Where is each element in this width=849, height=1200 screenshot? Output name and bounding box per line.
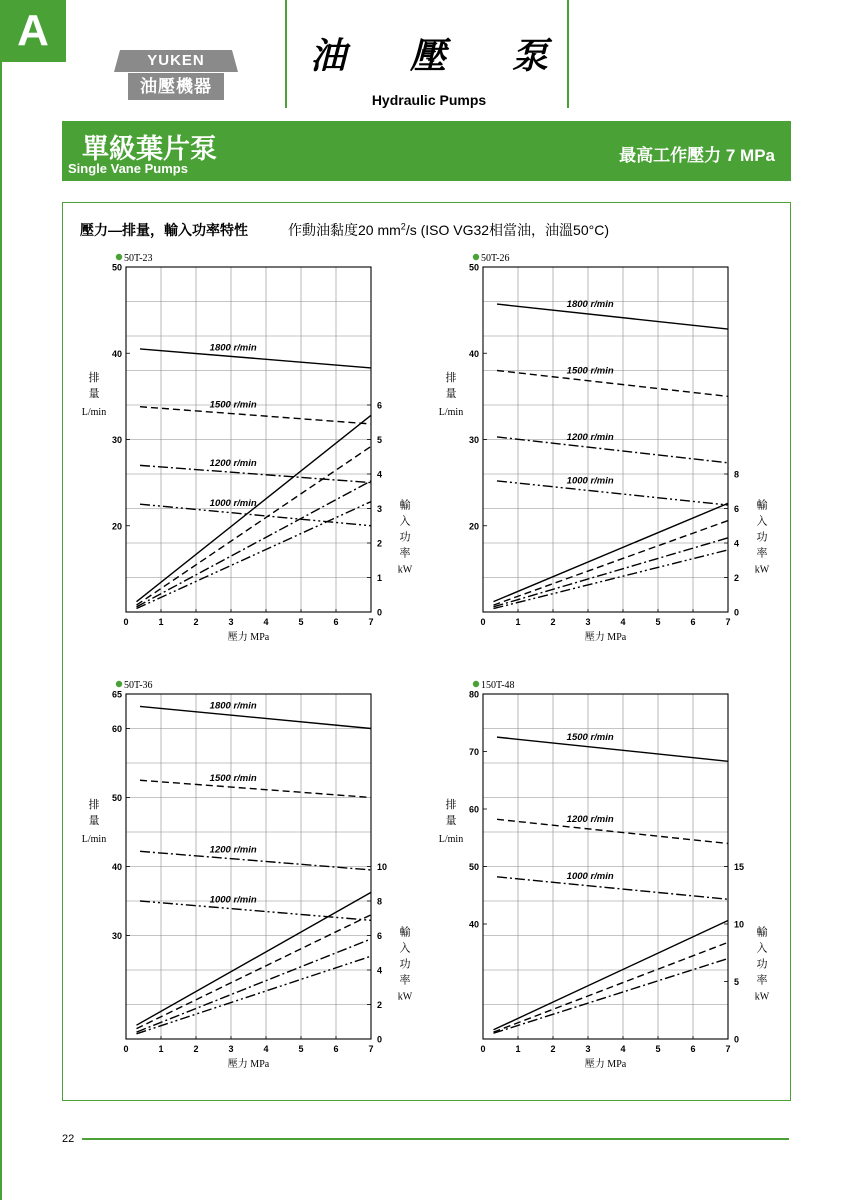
y2-axis-label-char: 率: [399, 547, 411, 560]
caption-title: 壓力—排量，輸入功率特性: [80, 222, 248, 238]
chart-50t-26: [427, 248, 777, 658]
page-title: [290, 28, 568, 78]
section-tab: A: [0, 0, 66, 62]
y2-tick-label: 5: [734, 977, 740, 987]
series-label: 1200 r/min: [566, 814, 614, 826]
y-tick-label: 40: [468, 348, 479, 359]
x-tick-label: 4: [620, 617, 626, 627]
y2-tick-label: 4: [377, 965, 383, 976]
chart-svg: [427, 248, 777, 658]
x-tick-label: 5: [655, 617, 661, 627]
x-tick-label: 4: [263, 617, 269, 627]
y-axis-unit: L/min: [438, 833, 464, 845]
y-axis-label-char: 量: [88, 814, 100, 827]
y2-axis-label-char: 率: [756, 547, 768, 560]
x-axis-label: 壓力 MPa: [227, 1059, 270, 1070]
y-axis-unit: L/min: [81, 406, 107, 418]
y-axis-label-char: 量: [88, 387, 100, 400]
y2-tick-label: 0: [734, 607, 740, 618]
x-tick-label: 6: [690, 1044, 696, 1054]
chart-title-bullet: [473, 681, 479, 687]
series-label: 1200 r/min: [209, 844, 257, 856]
y2-axis-label-char: 入: [756, 942, 768, 955]
x-tick-label: 2: [193, 617, 199, 627]
series-label: 1000 r/min: [209, 894, 257, 906]
y-axis-label-char: 排: [88, 371, 100, 384]
x-tick-label: 4: [263, 1044, 269, 1054]
y2-tick-label: 1: [377, 573, 383, 583]
y2-axis-unit: kW: [397, 991, 413, 1003]
series-label: 1500 r/min: [566, 731, 614, 743]
chart-title: 50T-23: [124, 253, 153, 264]
y-tick-label: 50: [468, 862, 479, 872]
page-number: 22: [62, 1133, 75, 1145]
y2-axis-unit: kW: [754, 991, 770, 1003]
y2-tick-label: 10: [377, 862, 388, 872]
y-axis-label-char: 排: [88, 798, 100, 811]
y-tick-label: 40: [468, 919, 479, 930]
y2-tick-label: 4: [377, 469, 383, 480]
y2-tick-label: 0: [377, 1034, 383, 1045]
y-axis-label-char: 排: [445, 371, 457, 384]
banner-title: 單級葉片泵: [82, 134, 217, 164]
series-label: 1200 r/min: [209, 458, 257, 470]
x-tick-label: 2: [550, 617, 556, 627]
x-tick-label: 5: [298, 1044, 304, 1054]
y2-tick-label: 8: [734, 469, 740, 480]
y-tick-label: 30: [111, 931, 122, 941]
y-tick-label: 80: [468, 689, 479, 700]
y2-axis-label-char: 輸: [399, 926, 411, 939]
x-tick-label: 0: [480, 1044, 486, 1054]
x-tick-label: 5: [298, 617, 304, 627]
series-label: 1000 r/min: [566, 871, 614, 883]
y2-axis-label-char: 入: [756, 515, 768, 528]
y2-axis-label-char: 率: [756, 974, 768, 987]
caption-conditions-prefix: 作動油黏度20 mm: [288, 222, 401, 238]
y-tick-label: 70: [468, 747, 479, 757]
x-tick-label: 0: [123, 617, 129, 627]
page-title-char: 壓: [410, 35, 447, 76]
x-tick-label: 6: [690, 617, 696, 627]
series-label: 1500 r/min: [209, 399, 257, 411]
y2-axis-label-char: 輸: [756, 499, 768, 512]
chart-title: 50T-36: [124, 680, 153, 691]
series-label: 1000 r/min: [566, 475, 614, 487]
series-label: 1800 r/min: [209, 342, 257, 354]
x-tick-label: 5: [655, 1044, 661, 1054]
x-tick-label: 6: [333, 617, 339, 627]
series-label: 1500 r/min: [209, 773, 257, 785]
y2-axis-label-char: 功: [399, 531, 411, 544]
x-tick-label: 7: [725, 1044, 731, 1054]
y-axis-label-char: 量: [445, 814, 457, 827]
y2-tick-label: 6: [377, 931, 383, 941]
chart-title: 50T-26: [481, 253, 510, 264]
chart-title-bullet: [116, 681, 122, 687]
series-label: 1500 r/min: [566, 365, 614, 377]
y-tick-label: 30: [111, 435, 122, 445]
y-axis-unit: L/min: [81, 833, 107, 845]
header-divider-left: [285, 0, 287, 108]
yuken-logo: [114, 50, 238, 102]
x-tick-label: 7: [368, 1044, 374, 1054]
x-tick-label: 0: [123, 1044, 129, 1054]
y-tick-label: 40: [111, 862, 122, 872]
x-tick-label: 3: [228, 1044, 234, 1054]
x-tick-label: 1: [158, 1044, 164, 1054]
chart-150t-48: [427, 675, 777, 1085]
y2-axis-label-char: 輸: [756, 926, 768, 939]
chart-title-bullet: [116, 254, 122, 260]
chart-svg: [70, 248, 420, 658]
chart-title-bullet: [473, 254, 479, 260]
y-tick-label: 50: [468, 262, 479, 273]
y-tick-label: 50: [111, 262, 122, 273]
page-title-char: 油: [310, 35, 347, 76]
y2-axis-label-char: 功: [756, 531, 768, 544]
y2-axis-unit: kW: [397, 564, 413, 576]
y2-tick-label: 0: [377, 607, 383, 618]
chart-50t-36: [70, 675, 420, 1085]
page-title-char: 泵: [512, 35, 549, 76]
x-axis-label: 壓力 MPa: [584, 632, 627, 643]
y-tick-label: 60: [468, 804, 479, 815]
x-tick-label: 2: [550, 1044, 556, 1054]
left-edge-rule: [0, 62, 2, 1200]
y2-tick-label: 3: [377, 504, 383, 514]
x-tick-label: 3: [228, 617, 234, 627]
max-pressure-label: 最高工作壓力 7 MPa: [619, 146, 775, 165]
x-tick-label: 3: [585, 617, 591, 627]
y-tick-label: 20: [468, 521, 479, 532]
caption-conditions: [288, 220, 609, 240]
x-tick-label: 7: [368, 617, 374, 627]
y2-tick-label: 2: [377, 1000, 383, 1010]
caption-conditions-suffix: /s (ISO VG32相當油，油溫50°C): [405, 222, 610, 238]
y-axis-label-char: 量: [445, 387, 457, 400]
y2-tick-label: 6: [377, 400, 383, 411]
y2-tick-label: 15: [734, 862, 745, 872]
x-tick-label: 1: [515, 617, 521, 627]
x-axis-label: 壓力 MPa: [227, 632, 270, 643]
x-tick-label: 3: [585, 1044, 591, 1054]
series-label: 1800 r/min: [566, 299, 614, 311]
x-tick-label: 2: [193, 1044, 199, 1054]
y-tick-label: 40: [111, 348, 122, 359]
caption-conditions-sup: 2: [400, 221, 406, 232]
x-tick-label: 7: [725, 617, 731, 627]
y-axis-label-char: 排: [445, 798, 457, 811]
y-tick-label: 60: [111, 724, 122, 734]
y2-tick-label: 5: [377, 435, 383, 445]
chart-svg: [70, 675, 420, 1085]
chart-svg: [427, 675, 777, 1085]
y-axis-unit: L/min: [438, 406, 464, 418]
x-tick-label: 1: [158, 617, 164, 627]
y2-tick-label: 2: [734, 573, 740, 583]
y2-tick-label: 2: [377, 538, 383, 549]
chart-50t-23: [70, 248, 420, 658]
y2-axis-unit: kW: [754, 564, 770, 576]
y2-tick-label: 10: [734, 919, 745, 930]
series-label: 1000 r/min: [209, 498, 257, 510]
x-axis-label: 壓力 MPa: [584, 1059, 627, 1070]
y2-axis-label-char: 功: [756, 958, 768, 971]
y2-axis-label-char: 率: [399, 974, 411, 987]
y2-tick-label: 0: [734, 1034, 740, 1045]
logo-subtext: 油壓機器: [128, 73, 224, 100]
y-tick-label: 50: [111, 793, 122, 803]
y2-axis-label-char: 輸: [399, 499, 411, 512]
x-tick-label: 6: [333, 1044, 339, 1054]
y2-tick-label: 6: [734, 504, 740, 514]
product-banner: [62, 121, 791, 181]
y2-axis-label-char: 入: [399, 942, 411, 955]
y2-axis-label-char: 入: [399, 515, 411, 528]
y2-tick-label: 8: [377, 896, 383, 907]
y-tick-label: 30: [468, 435, 479, 445]
footer-rule: [82, 1138, 789, 1140]
x-tick-label: 0: [480, 617, 486, 627]
y2-tick-label: 4: [734, 538, 740, 549]
y-tick-label: 65: [111, 689, 122, 700]
page-title-english: Hydraulic Pumps: [371, 92, 487, 108]
x-tick-label: 1: [515, 1044, 521, 1054]
logo-brand-text: YUKEN: [147, 52, 205, 69]
y2-axis-label-char: 功: [399, 958, 411, 971]
x-tick-label: 4: [620, 1044, 626, 1054]
banner-subtitle: Single Vane Pumps: [68, 161, 188, 176]
series-label: 1200 r/min: [566, 432, 614, 444]
chart-title: 150T-48: [481, 680, 515, 691]
series-label: 1800 r/min: [209, 700, 257, 712]
y-tick-label: 20: [111, 521, 122, 532]
